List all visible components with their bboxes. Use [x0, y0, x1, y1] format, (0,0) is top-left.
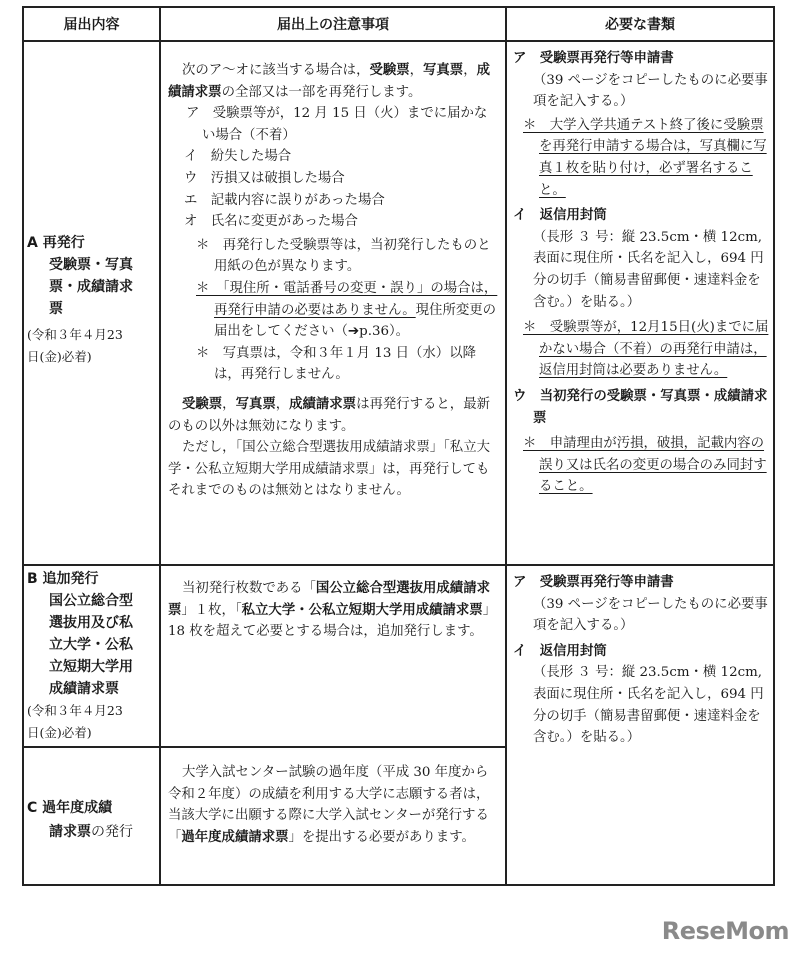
intro-seg: 受験票 — [369, 63, 410, 78]
row-a-title: A 再発行 — [27, 235, 85, 251]
resemom-logo: ReseMom — [661, 917, 789, 945]
row-b-label-line: 選抜用及び私 — [49, 615, 133, 631]
intro-seg: ， — [409, 63, 424, 78]
row-a-para: ただし，「国公立総合型選抜用成績請求票」「私立大学・公私立短期大学用成績請求票」は，再発行してもそれまでのものは無効とはなりません。 — [168, 440, 490, 499]
para-seg: 写真票 — [235, 396, 276, 412]
header-col-notes: 届出上の注意事項 — [277, 17, 389, 33]
row-b-divider — [22, 746, 506, 748]
header-col-documents: 必要な書類 — [605, 17, 675, 33]
doc-note-text: ＊ 受験票等が，12月15日(火)までに届かない場合（不着）の再発行申請は，返信用封筒は必要ありません。 — [523, 320, 769, 379]
row-c-label-bold: 請求票 — [49, 824, 91, 840]
body-seg: 当初発行枚数である「 — [182, 581, 316, 596]
body-seg: 国公立総合型選抜用成績請求票 — [168, 581, 490, 618]
row-a-note: ＊ 再発行した受験票等は，当初発行したものと用紙の色が異なります。 — [196, 237, 491, 275]
doc-body: （39 ページをコピーしたものに必要事項を記入する。） — [533, 596, 768, 634]
doc-title: ウ 当初発行の受験票・写真票・成績請求票 — [513, 388, 768, 426]
row-a-note-underlined: ＊ 「現住所・電話番号の変更・誤り」の場合は，再発行申請の必要はありません。 — [196, 280, 498, 318]
row-c-notes — [168, 762, 500, 848]
body-seg: 」１枚，「 — [181, 602, 242, 618]
intro-seg: 次のア〜オに該当する場合は， — [182, 63, 370, 78]
doc-title: ア 受験票再発行等申請書 — [513, 51, 674, 66]
row-a-intro — [168, 60, 500, 103]
body-seg: 」18 枚を超えて必要とする場合は，追加発行します。 — [168, 602, 497, 640]
doc-title: イ 返信用封筒 — [513, 208, 607, 224]
row-a-label — [27, 232, 157, 367]
row-a-notes — [168, 60, 500, 502]
row-a-item: ア 受験票等が，12 月 15 日（火）までに届かない場合（不着） — [186, 106, 488, 143]
body-seg: 私立大学・公私立短期大学用成績請求票 — [241, 602, 483, 618]
row-a-item: エ 記載内容に誤りがあった場合 — [184, 192, 385, 208]
doc-note — [513, 317, 769, 382]
para-seg: 成績請求票 — [289, 396, 357, 412]
row-a-documents — [513, 48, 769, 498]
table-border-right — [773, 6, 775, 886]
doc-body: （長形 ３ 号：縦 23.5cm・横 12cm, 表面に現住所・氏名を記入し，694 円分の切手（簡易書留郵便・速達料金を含む。）を貼る。） — [533, 665, 764, 746]
row-b-deadline: 日(金)必着) — [27, 724, 92, 740]
para-seg: ， — [275, 396, 290, 412]
row-c-label — [27, 796, 157, 844]
row-c-label-rest: の発行 — [91, 824, 133, 840]
row-b-label — [27, 568, 157, 743]
row-a-item: イ 紛失した場合 — [184, 149, 292, 165]
row-a-deadline: 日(金)必着) — [27, 348, 92, 364]
row-a-label-line: 受験票・写真 — [49, 257, 133, 273]
row-b-label-line: 成績請求票 — [49, 681, 119, 697]
row-a-note-rest: 現住所変更の届出をしてください（➔p.36）。 — [214, 302, 497, 340]
header-divider — [22, 40, 775, 42]
row-a-note — [168, 278, 500, 343]
row-a-item: ウ 汚損又は破損した場合 — [184, 170, 345, 186]
header-col-content: 届出内容 — [63, 17, 120, 33]
row-b-body — [168, 578, 500, 643]
intro-seg: 写真票 — [423, 63, 464, 78]
row-a-label-line: 票・成績請求 — [49, 279, 133, 295]
intro-seg: 成績請求票 — [168, 63, 490, 100]
body-seg: 」を提出する必要があります。 — [288, 829, 475, 845]
row-c-title: C 過年度成績 — [27, 800, 113, 816]
body-seg: 大学入試センター試験の過年度（平成 30 年度から令和２年度）の成績を利用する大学に志願する者は，当該大学に出願する際に大学入試センターが発行する「 — [168, 765, 490, 845]
row-a-divider — [22, 564, 775, 566]
row-b-label-line: 国公立総合型 — [49, 593, 133, 609]
row-a-para — [168, 394, 500, 437]
body-seg: 過年度成績請求票 — [181, 829, 289, 845]
row-a-item: オ 氏名に変更があった場合 — [184, 214, 358, 230]
doc-note-text: ＊ 大学入学共通テスト終了後に受験票を再発行申請する場合は，写真欄に写真１枚を貼り付け，必ず署名すること。 — [523, 117, 767, 198]
intro-seg: の全部又は一部を再発行します。 — [221, 84, 422, 100]
col-divider-1 — [159, 6, 161, 886]
row-c-label-line — [27, 820, 157, 844]
para-seg: は再発行すると，最新のもの以外は無効になります。 — [168, 396, 490, 434]
row-b-documents — [513, 572, 769, 749]
doc-body: （長形 ３ 号：縦 23.5cm・横 12cm, 表面に現住所・氏名を記入し，694 円分の切手（簡易書留郵便・速達料金を含む。）を貼る。） — [533, 229, 764, 310]
col-divider-2 — [505, 6, 507, 886]
doc-note — [513, 115, 769, 201]
row-b-label-line: 立大学・公私 — [49, 637, 133, 653]
doc-note — [513, 433, 769, 498]
row-b-label-line: 立短期大学用 — [49, 659, 133, 675]
doc-title: ア 受験票再発行等申請書 — [513, 575, 674, 590]
doc-title: イ 返信用封筒 — [513, 643, 607, 659]
row-c-body — [168, 762, 500, 848]
row-a-note: ＊ 写真票は，令和３年１月 13 日（水）以降は，再発行しません。 — [196, 345, 476, 383]
row-a-deadline: (令和３年４月23 — [27, 327, 123, 342]
row-a-label-line: 票 — [49, 301, 63, 317]
row-b-deadline: (令和３年４月23 — [27, 703, 123, 718]
table-border-bottom — [22, 884, 775, 886]
doc-note-text: ＊ 申請理由が汚損，破損，記載内容の誤り又は氏名の変更の場合のみ同封すること。 — [523, 436, 767, 495]
doc-body: （39 ページをコピーしたものに必要事項を記入する。） — [533, 72, 768, 110]
table-border-left — [22, 6, 24, 886]
row-b-title: B 追加発行 — [27, 571, 99, 587]
intro-seg: ， — [463, 63, 477, 78]
row-b-notes — [168, 578, 500, 643]
para-seg: ， — [222, 396, 236, 412]
para-seg: 受験票 — [182, 396, 223, 412]
